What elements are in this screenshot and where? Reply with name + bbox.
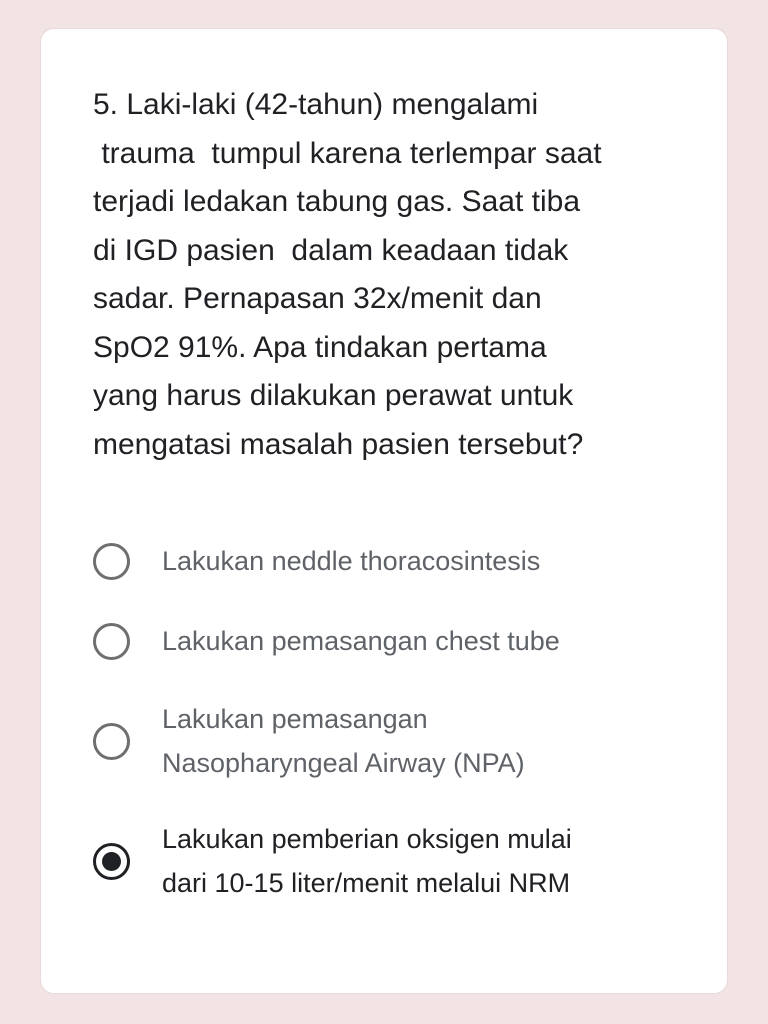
- option-npa[interactable]: [93, 697, 693, 785]
- radio-unchecked-icon[interactable]: [93, 623, 130, 660]
- question-text: 5. Laki-laki (42-tahun) mengalami trauma tumpul karena terlempar saat terjadi ledakan tabung gas. Saat tiba di IGD pasien dalam keadaan tidak sadar. Pernapasan 32x/menit dan SpO2 91%. Apa tindakan pertama yang harus dilakukan perawat untuk mengatasi masalah pasien tersebut?: [93, 88, 602, 461]
- radio-unchecked-icon[interactable]: [93, 543, 130, 580]
- option-neddle-thoracosintesis[interactable]: [93, 539, 693, 583]
- option-label: Lakukan pemasangan Nasopharyngeal Airway (NPA): [162, 704, 525, 778]
- question-card: [40, 28, 728, 994]
- option-label: Lakukan pemasangan chest tube: [162, 626, 560, 656]
- option-label: Lakukan pemberian oksigen mulai dari 10-15 liter/menit melalui NRM: [162, 824, 572, 898]
- option-chest-tube[interactable]: [93, 619, 693, 663]
- radio-unchecked-icon[interactable]: [93, 723, 130, 760]
- option-label: Lakukan neddle thoracosintesis: [162, 546, 541, 576]
- option-oksigen-nrm[interactable]: [93, 817, 693, 905]
- radio-checked-icon[interactable]: [93, 843, 130, 880]
